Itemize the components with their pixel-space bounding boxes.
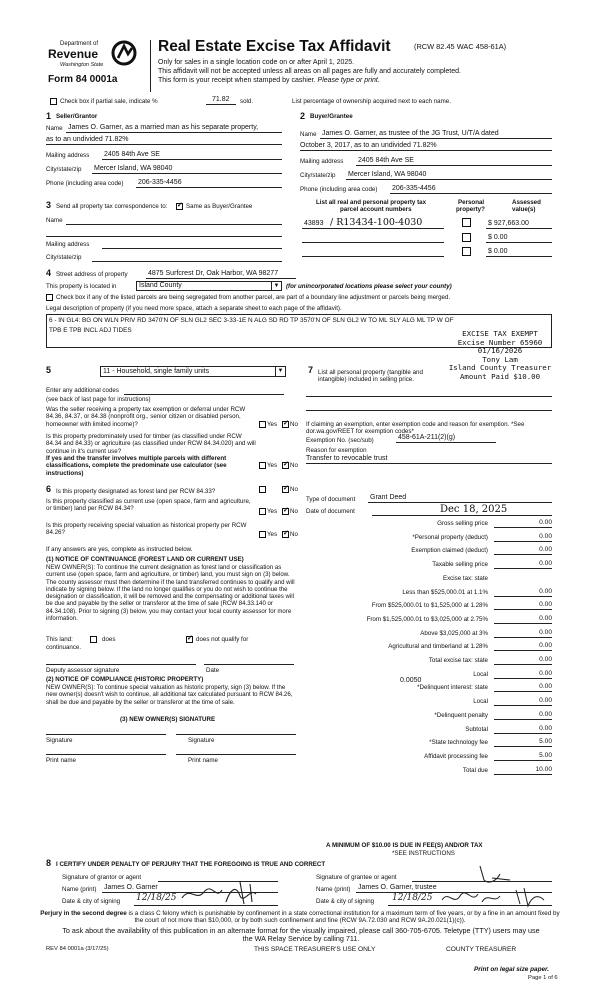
tax-row-underline (494, 664, 552, 665)
seller-mailing[interactable]: 2405 84th Ave SE (104, 151, 160, 158)
buyer-phone-underline (390, 193, 552, 194)
tax-row-label: Above $3,025,000 at 3% (420, 629, 488, 637)
exemption-yes-checkbox[interactable] (259, 421, 266, 428)
owner-sig-line2 (176, 734, 296, 735)
correspondence-mailing-label: Mailing address (46, 241, 90, 248)
buyer-phone-label: Phone (including area code) (300, 186, 378, 193)
county-note: (for unincorporated locations please select your county) (286, 283, 452, 290)
land-does-label: does (102, 636, 116, 643)
seller-mailing-label: Mailing address (46, 152, 90, 159)
seller-city-label: City/state/zip (46, 166, 82, 173)
grantee-sig-label: Signature of grantee or agent (316, 874, 397, 881)
personal-property-line2 (306, 410, 552, 411)
seller-name-line2[interactable]: as to an undivided 71.82% (46, 136, 129, 143)
parcel-underline (302, 228, 444, 229)
timber-yes-label: Yes (267, 462, 278, 469)
street-address[interactable]: 4875 Surfcrest Dr, Oak Harbor, WA 98277 (148, 270, 279, 277)
exemption-number[interactable]: 458-61A-211(2)(g) (398, 434, 456, 441)
buyer-city[interactable]: Mercer Island, WA 98040 (348, 171, 427, 178)
forest-yes-checkbox[interactable] (259, 486, 266, 493)
tax-row-value[interactable]: 0.00 (539, 683, 552, 691)
grantor-name-label: Name (print) (62, 886, 97, 893)
header-sub3-a: This form is your receipt when stamped by cashier. (158, 77, 316, 84)
partial-sold: sold. (240, 98, 254, 105)
tax-row-label: Exemption claimed (deduct) (411, 547, 488, 555)
tax-row-value[interactable]: 0.00 (539, 614, 552, 622)
tax-row-underline (494, 691, 552, 692)
grantee-date[interactable]: 12/18/25 (392, 893, 433, 903)
tax-row-underline (494, 568, 552, 569)
tax-row-value[interactable]: 0.00 (539, 532, 552, 540)
grantor-date-label: Date & city of signing (62, 898, 121, 905)
historic-no-label: No (290, 531, 298, 538)
seller-phone[interactable]: 206-335-4456 (138, 179, 182, 186)
current-use-yes-label: Yes (267, 508, 278, 515)
parcel-col3-header: Assessed (512, 199, 541, 206)
tax-row-label: *Personal property (deduct) (412, 533, 488, 541)
tax-row-underline (494, 637, 552, 638)
stamp-line1: EXCISE TAX EXEMPT (462, 329, 538, 338)
tax-row-underline (494, 705, 552, 706)
correspondence-name-underline2 (46, 236, 282, 237)
grantee-date-label: Date & city of signing (316, 898, 375, 905)
wa-logo-icon (110, 40, 140, 66)
owner-signature-label2: Signature (188, 737, 215, 744)
certify-heading: I CERTIFY UNDER PENALTY OF PERJURY THAT THE FOREGOING IS TRUE AND CORRECT (56, 861, 326, 868)
current-use-question: Is this property classified as current use (open space, farm and agriculture, or timber) land per RCW 84.34? (46, 498, 251, 513)
see-instructions: *SEE INSTRUCTIONS (392, 850, 455, 857)
tax-row-underline (494, 541, 552, 542)
dept-line3: Washington State (60, 62, 104, 68)
stamp-line2: Excise Number 65960 (457, 337, 543, 347)
stamp-line5: Island County Treasurer (448, 363, 552, 373)
tax-row-underline (494, 733, 552, 734)
tax-row-label: Total excise tax: state (428, 657, 488, 664)
notice-compliance-body: NEW OWNER(S): To continue special valuation as historic property, sign (3) below. If the new owner(s) doesn't wish to continue, all additional tax calculated pursuant to RCW 84.26, shall be due and payable by the seller or transferor at the time of sale. (46, 684, 293, 706)
header-sub1: Only for sales in a single location code on or after April 1, 2025. (158, 59, 355, 66)
seller-name-line1[interactable]: James O. Garner, as a married man as his separate property, (68, 124, 259, 131)
reason-value[interactable]: Transfer to revocable trust (306, 455, 388, 462)
seller-name-label: Name (46, 125, 63, 132)
tax-row-label: From $525,000.01 to $1,525,000 at 1.28% (371, 602, 488, 610)
perjury-notice-b: is a class C felony which is punishable by confinement in a state correctional institution for a maximum term of five years, or by a fine in an amount fixed by the court of not more than $10,000, or by both such confinement and fine (RCW 9A.72.030 and RCW 9A.20.021(1)(c)). (126, 910, 560, 925)
seller-city-underline (92, 173, 282, 174)
tax-row-label: Excise tax: state (442, 574, 488, 582)
tax-row-value[interactable]: 0.00 (539, 628, 552, 636)
located-label: This property is located in (46, 283, 117, 290)
tax-row-label: Total due (462, 766, 488, 774)
doc-type-underline (368, 502, 552, 503)
current-use-yes-checkbox[interactable] (259, 508, 266, 515)
legal-line2: TPB E TPB INCL ADJ TIDES (49, 327, 132, 334)
land-use-select[interactable] (100, 366, 286, 377)
header-sub3-b: Please type or print. (317, 77, 380, 84)
land-use-value: 11 - Household, single family units (103, 368, 210, 375)
stamp-line3: 01/16/2026 (477, 346, 523, 356)
tax-row-value[interactable]: 0.00 (539, 669, 552, 677)
grantee-name[interactable]: James O. Garner, trustee (358, 884, 437, 891)
deputy-date-line (204, 664, 294, 665)
buyer-phone[interactable]: 206-335-4456 (392, 185, 436, 192)
excise-stamp (420, 330, 580, 382)
additional-codes-label: Enter any additional codes (46, 387, 119, 394)
grantor-date[interactable]: 12/18/25 (136, 893, 177, 903)
notice-continuance-heading: (1) NOTICE OF CONTINUANCE (FOREST LAND OR CURRENT USE) (46, 556, 244, 563)
doc-type[interactable]: Grant Deed (370, 494, 407, 501)
tax-row-value[interactable]: 0.00 (539, 519, 552, 526)
forest-question: Is this property designated as forest land per RCW 84.33? (56, 488, 216, 495)
seller-phone-label: Phone (including area code) (46, 180, 124, 187)
tax-row-underline (494, 774, 552, 775)
tax-row-value[interactable]: 0.00 (539, 560, 552, 568)
perjury-notice (40, 910, 560, 925)
tax-row-label: Gross selling price (437, 520, 488, 527)
land-does-checkbox[interactable] (90, 636, 97, 643)
seller-name-underline1 (66, 132, 282, 133)
grantee-city-signature[interactable] (440, 886, 550, 908)
correspondence-section-number: 3 (46, 200, 52, 210)
timber-question: Is this property predominately used for timber (as classified under RCW 84.34 and 84.33) or agriculture (as classified under RCW 84.34.020) and will continue in it's current use? (46, 433, 256, 455)
certify-section-number: 8 (46, 858, 52, 868)
tax-row-label: Subtotal (465, 725, 488, 733)
owner-sig-line1 (46, 734, 166, 735)
chevron-down-icon: ▼ (271, 282, 281, 290)
tax-row-label: From $1,525,000.01 to $3,025,000 at 2.75% (366, 615, 488, 623)
current-use-no-label: No (290, 508, 298, 515)
exemption-no-checkbox[interactable] (282, 421, 289, 428)
street-label: Street address of property (56, 271, 128, 278)
tax-row-underline (494, 554, 552, 555)
legal-line1: 6 - IN GL4: BG ON WLN PRIV RD 3470'N OF SLN GL2 SEC 3-33-1E N ALG SD RD TP 3570'N OF SLN GL2 W TO ML SLY ALG ML TP W OF (49, 317, 454, 324)
legal-paper-note: Print on legal size paper. (474, 966, 549, 973)
header-sub2: This affidavit will not be accepted unless all areas on all pages are fully and accurately completed. (158, 68, 461, 75)
owner-print-line1 (46, 754, 166, 755)
owner-print-line2 (176, 754, 296, 755)
legal-label: Legal description of property (if you need more space, attach a separate sheet to each page of the affidavit). (46, 305, 342, 312)
correspondence-name-underline (66, 224, 282, 225)
grantor-sig-label: Signature of grantor or agent (62, 874, 142, 881)
stamp-line4: Tony Lam (482, 354, 518, 364)
tax-row-value[interactable]: 10.00 (535, 765, 552, 773)
seller-heading: Seller/Grantor (56, 113, 98, 120)
grantor-name[interactable]: James O. Garner (104, 884, 158, 891)
exemption-number-underline (396, 442, 496, 443)
tax-row-value[interactable]: 5.00 (539, 738, 552, 746)
same-as-buyer-checkbox[interactable] (176, 203, 183, 210)
partial-sale-checkbox[interactable] (50, 98, 57, 105)
historic-no-checkbox[interactable] (282, 531, 289, 538)
tax-row-value[interactable]: 0.00 (539, 710, 552, 718)
alt-format-note: To ask about the availability of this publication in an alternate format for the visually impaired, please call 360-705-6705. Teletype (TTY) users may use the WA Relay Service by calling 711. (62, 926, 540, 944)
parcel-col3b-header: value(s) (512, 206, 536, 213)
grantor-signature[interactable] (180, 880, 270, 906)
segregated-checkbox[interactable] (46, 294, 53, 301)
parcel-underline (302, 242, 444, 243)
land-does-not-label: does not qualify for (196, 636, 249, 643)
tax-row-label: Taxable selling price (432, 561, 488, 569)
deputy-signature-line (46, 664, 196, 665)
personal-property-label: List all personal property (tangible and intangible) included in selling price. (318, 369, 423, 384)
parcel-col2-header: Personal (458, 199, 485, 206)
correspondence-label: Send all property tax correspondence to: (56, 203, 168, 210)
tax-row-value[interactable]: 0.00 (539, 601, 552, 609)
personal-property-checkbox[interactable] (462, 233, 471, 242)
timber-question-note: If yes and the transfer involves multiple parcels with different classifications, complete the predominate use calculator (see instructions) (46, 455, 227, 477)
parcel-col2b-header: property? (456, 206, 485, 213)
tax-row-underline (494, 596, 552, 597)
doc-date[interactable]: Dec 18, 2025 (440, 504, 508, 515)
reason-label: Reason for exemption (306, 447, 367, 454)
buyer-name-line1[interactable]: James O. Garner, as trustee of the JG Trust, U/T/A dated (322, 130, 499, 137)
buyer-name-line2[interactable]: October 3, 2017, as to an undivided 71.82% (300, 142, 437, 149)
grantee-signature[interactable] (470, 864, 530, 886)
ownership-note: List percentage of ownership acquired next to each name. (292, 98, 451, 105)
parcel-col1-header: List all real and personal property tax (316, 199, 427, 206)
county-select[interactable] (136, 281, 282, 291)
assessed-underline (486, 256, 552, 257)
form-title: Real Estate Excise Tax Affidavit (158, 38, 391, 55)
minimum-note: A MINIMUM OF $10.00 IS DUE IN FEE(S) AND/OR TAX (326, 842, 483, 849)
seller-phone-underline (136, 187, 282, 188)
parcel-written[interactable]: / R13434-100-4030 (330, 217, 423, 228)
tax-row-value[interactable]: 0.00 (539, 587, 552, 595)
tax-row-underline (494, 678, 552, 679)
parcel-col1b-header: parcel account numbers (340, 206, 412, 213)
tax-row-label: *State technology fee (429, 739, 488, 747)
land-use-section-number: 5 (46, 365, 52, 375)
deputy-date-label: Date (206, 667, 220, 674)
tax-row-value[interactable]: 0.00 (539, 656, 552, 663)
correspondence-name-label: Name (46, 217, 63, 224)
current-use-no-checkbox[interactable] (282, 508, 289, 515)
doc-date-underline (372, 515, 552, 516)
forest-no-label: No (290, 486, 298, 493)
tax-row-value[interactable]: 5.00 (539, 751, 552, 759)
assessed-underline (486, 242, 552, 243)
new-owner-sig-heading: (3) NEW OWNER(S) SIGNATURE (120, 716, 216, 723)
buyer-city-label: City/state/zip (300, 172, 336, 179)
partial-sale-label: Check box if partial sale, indicate % (60, 98, 158, 105)
perjury-notice-a: Perjury in the second degree (40, 910, 127, 917)
same-as-buyer-label: Same as Buyer/Grantee (186, 203, 253, 210)
dept-line1: Department of (60, 41, 99, 47)
page-number: Page 1 of 6 (528, 975, 558, 981)
seller-section-number: 1 (46, 111, 52, 121)
revision-label: REV 84 0001a (3/17/25) (46, 946, 109, 952)
historic-yes-label: Yes (267, 531, 278, 538)
buyer-name-underline2 (300, 150, 552, 151)
notice-compliance-heading: (2) NOTICE OF COMPLIANCE (HISTORIC PROPERTY) (46, 676, 204, 683)
chevron-down-icon: ▼ (275, 367, 285, 376)
local-rate[interactable]: 0.0050 (400, 677, 422, 684)
county-treasurer-label: COUNTY TREASURER (446, 946, 517, 953)
tax-row-underline (494, 719, 552, 720)
timber-no-checkbox[interactable] (282, 462, 289, 469)
tax-row-underline (494, 623, 552, 624)
land-does-not-checkbox[interactable] (186, 636, 193, 643)
additional-codes-underline (124, 394, 284, 395)
tax-row-underline (494, 760, 552, 761)
revenue-logo (46, 40, 146, 90)
forest-section-number: 6 (46, 484, 52, 494)
timber-yes-checkbox[interactable] (259, 462, 266, 469)
property-section-number: 4 (46, 268, 52, 278)
assessed-value[interactable]: $ 927,663.00 (488, 220, 529, 227)
tax-row-label: Local (473, 670, 488, 678)
assessed-value[interactable]: $ 0.00 (488, 248, 508, 255)
assessed-value[interactable]: $ 0.00 (488, 234, 508, 241)
tax-row-label: *Delinquent penalty (434, 711, 488, 719)
continuance-label: continuance. (46, 644, 82, 651)
header-divider (150, 40, 151, 92)
tax-row-value[interactable]: 0.00 (539, 697, 552, 705)
county-value: Island County (139, 282, 182, 289)
owner-print-label2: Print name (188, 757, 218, 764)
dept-line2: Revenue (48, 47, 99, 61)
forest-no-checkbox[interactable] (282, 486, 289, 493)
exemption-yes-label: Yes (267, 421, 278, 428)
buyer-name-underline1 (320, 138, 552, 139)
exemption-no-label: No (290, 421, 298, 428)
seller-name-underline2 (46, 144, 282, 145)
see-back-label: (see back of last page for instructions) (46, 396, 151, 403)
tax-row-value[interactable]: 0.00 (539, 546, 552, 554)
partial-percent[interactable]: 71.82 (212, 96, 230, 103)
buyer-mailing[interactable]: 2405 84th Ave SE (358, 157, 414, 164)
correspondence-city-label: City/state/zip (46, 254, 82, 261)
seller-city[interactable]: Mercer Island, WA 98040 (94, 165, 173, 172)
street-underline (146, 278, 296, 279)
parcel-number[interactable]: 43893 (304, 220, 324, 227)
form-number: Form 84 0001a (48, 74, 118, 85)
personal-property-line1 (306, 396, 552, 397)
stamp-line6: Amount Paid $10.00 (459, 371, 541, 381)
buyer-mailing-underline (356, 165, 552, 166)
tax-row-label: Local (473, 698, 488, 706)
personal-property-checkbox[interactable] (462, 247, 471, 256)
grantee-name-label: Name (print) (316, 886, 351, 893)
partial-percent-line (206, 104, 236, 105)
correspondence-city-underline (92, 261, 282, 262)
owner-signature-label1: Signature (46, 737, 73, 744)
owner-print-label1: Print name (46, 757, 76, 764)
tax-row-label: Affidavit processing fee (424, 752, 488, 760)
tax-row-underline (494, 650, 552, 651)
segregated-label: Check box if any of the listed parcels are being segregated from another parcel, are part of a boundary line adjustment or parcels being merged. (56, 294, 451, 301)
buyer-city-underline (346, 179, 552, 180)
exemption-claim-label: If claiming an exemption, enter exemption code and reason for exemption. *See dor.wa.gov/REET for exemption codes* (306, 421, 525, 436)
historic-yes-checkbox[interactable] (259, 531, 266, 538)
doc-date-label: Date of document (306, 508, 355, 515)
tax-row-underline (494, 527, 552, 528)
parcel-underline (302, 256, 444, 257)
doc-type-label: Type of document (306, 496, 356, 503)
notice-continuance-body: NEW OWNER(S): To continue the current designation as forest land or classification as current use (open space, farm and agriculture, or timber) land, you must sign on (3) below. The county assessor must then determine if the land transferred continues to qualify and will indicate by signing below. If the land no longer qualifies or you do not wish to continue the designation or classification, it will be removed and the compensating or additional taxes will be due and payable by the seller or transferor at the time of sale (RCW 84.33.140 or 84.34.108). Prior to signing (3) below, you may contact your local county assessor for more information. (46, 564, 295, 623)
if-yes-note: If any answers are yes, complete as instructed below. (46, 546, 193, 553)
tax-row-label: Less than $525,000.01 at 1.1% (402, 588, 488, 596)
tax-row-label: *Delinquent interest: state (417, 684, 488, 692)
form-rcw: (RCW 82.45 WAC 458-61A) (414, 42, 507, 51)
tax-row-underline (494, 746, 552, 747)
tax-row-underline (494, 609, 552, 610)
deputy-label: Deputy assessor signature (46, 667, 120, 674)
assessed-underline (486, 228, 552, 229)
buyer-section-number: 2 (300, 111, 306, 121)
tax-row-value[interactable]: 0.00 (539, 642, 552, 650)
treasurer-use-label: THIS SPACE TREASURER'S USE ONLY (254, 946, 376, 953)
this-land-label: This land: (46, 636, 73, 643)
tax-row-label: Agricultural and timberland at 1.28% (388, 643, 488, 651)
header-sub3 (158, 77, 380, 85)
seller-mailing-underline (102, 159, 282, 160)
tax-row-value[interactable]: 0.00 (539, 724, 552, 732)
buyer-mailing-label: Mailing address (300, 158, 344, 165)
correspondence-mailing-underline (102, 248, 282, 249)
personal-property-checkbox[interactable] (462, 218, 471, 227)
historic-question: Is this property receiving special valuation as historical property per RCW 84.26? (46, 522, 247, 537)
buyer-heading: Buyer/Grantee (310, 113, 353, 120)
buyer-name-label: Name (300, 131, 317, 138)
exemption-question: Was the seller receiving a property tax exemption or deferral under RCW 84.36, 84.37, or 84.38 (nonprofit org., senior citizen or disabled person, homeowner with limited income)? (46, 406, 246, 428)
personal-property-section-number: 7 (308, 365, 314, 375)
reason-underline (306, 463, 552, 464)
exemption-number-label: Exemption No. (sec/sub) (306, 437, 374, 444)
timber-no-label: No (290, 462, 298, 469)
